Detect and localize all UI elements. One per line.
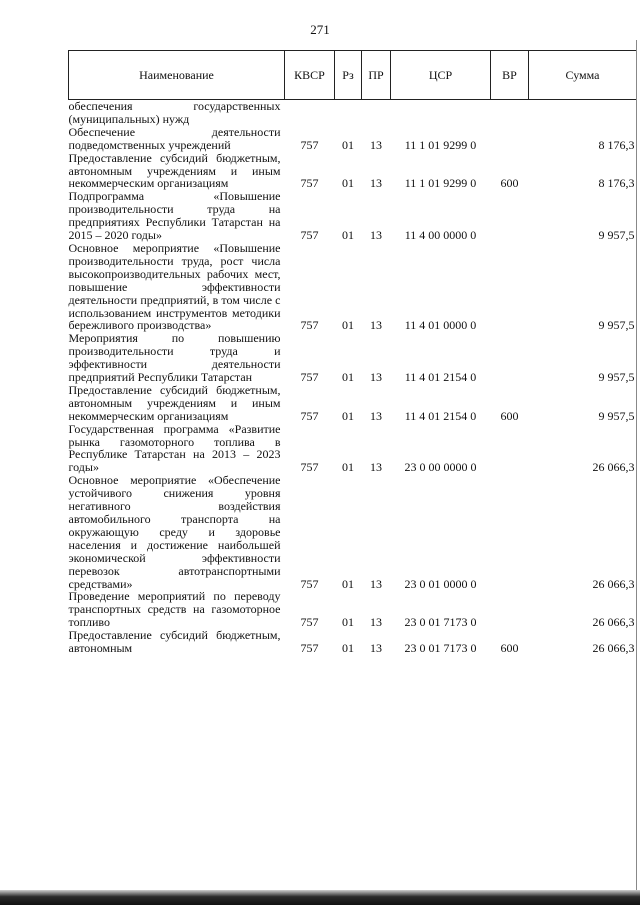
row-vr: 600 [500, 176, 519, 191]
row-vr [491, 474, 529, 590]
row-vr [491, 332, 529, 384]
row-csr [391, 100, 491, 126]
table-row [69, 242, 637, 332]
row-sum: 9 957,5 [598, 408, 635, 423]
row-csr: 11 4 01 2154 0 [404, 408, 477, 423]
scan-bottom-edge [0, 890, 640, 905]
header-rz: Рз [335, 51, 362, 100]
row-name: Проведение мероприятий по переводу транспортных средств на газомоторное топливо [68, 589, 281, 630]
row-vr [491, 242, 529, 332]
row-name: Основное мероприятие «Обеспечение устойчивого снижения уровня негативного воздействия автомобильного транспорта на окружающую среду и здоровье населения и достижение наибольшей экономической эффективности перевозок автотранспортными средствами» [68, 473, 281, 591]
row-name: Основное мероприятие «Повышение производительности труда, рост числа высокопроизводительных рабочих мест, повышение эффективности деятельности предприятий, в том числе с использованием инструментов методики бережливого производства» [68, 240, 281, 333]
row-pr: 13 [370, 641, 382, 656]
row-vr [491, 100, 529, 126]
row-sum: 9 957,5 [598, 370, 635, 385]
header-csr: ЦСР [391, 51, 491, 100]
row-pr: 13 [370, 460, 382, 475]
row-kvsr: 757 [300, 318, 319, 333]
row-csr: 23 0 01 0000 0 [404, 576, 477, 591]
page-number: 271 [310, 22, 330, 37]
row-kvsr [285, 100, 335, 126]
row-name: Мероприятия по повышению производительности труда и эффективности деятельности предприятий Республики Татарстан [68, 331, 281, 385]
header-sum: Сумма [529, 51, 637, 100]
row-csr: 23 0 01 7173 0 [404, 641, 477, 656]
table-row [69, 629, 637, 655]
row-pr: 13 [370, 318, 382, 333]
row-vr [491, 126, 529, 152]
row-pr: 13 [370, 137, 382, 152]
header-vr: ВР [491, 51, 529, 100]
row-rz: 01 [342, 318, 354, 333]
row-rz: 01 [342, 460, 354, 475]
table-row [69, 590, 637, 629]
row-kvsr: 757 [300, 176, 319, 191]
row-csr: 11 4 01 0000 0 [404, 318, 477, 333]
header-kvsr: КВСР [285, 51, 335, 100]
row-sum: 9 957,5 [598, 318, 635, 333]
row-kvsr: 757 [300, 615, 319, 630]
row-csr: 23 0 00 0000 0 [404, 460, 477, 475]
row-sum: 26 066,3 [592, 641, 635, 656]
row-kvsr: 757 [300, 228, 319, 243]
row-rz: 01 [342, 176, 354, 191]
row-sum: 8 176,3 [598, 137, 635, 152]
row-vr [491, 190, 529, 242]
table-row [69, 100, 637, 126]
budget-table [68, 50, 637, 655]
row-kvsr: 757 [300, 641, 319, 656]
table-row [69, 423, 637, 475]
table-row [69, 474, 637, 590]
row-pr: 13 [370, 615, 382, 630]
header-pr: ПР [362, 51, 391, 100]
row-sum: 8 176,3 [598, 176, 635, 191]
row-csr: 23 0 01 7173 0 [404, 615, 477, 630]
row-kvsr: 757 [300, 370, 319, 385]
row-pr: 13 [370, 576, 382, 591]
row-vr [491, 590, 529, 629]
row-csr: 11 1 01 9299 0 [404, 137, 477, 152]
row-pr [362, 100, 391, 126]
row-name: Предоставление субсидий бюджетным, автономным учреждениям и иным некоммерческим организациям [68, 150, 281, 191]
row-kvsr: 757 [300, 576, 319, 591]
table-row [69, 190, 637, 242]
row-rz: 01 [342, 641, 354, 656]
row-name: Государственная программа «Развитие рынка газомоторного топлива в Республике Татарстан на 2013 – 2023 годы» [68, 421, 281, 475]
row-sum [529, 100, 637, 126]
table-row [69, 332, 637, 384]
row-vr [491, 423, 529, 475]
row-pr: 13 [370, 228, 382, 243]
row-csr: 11 4 00 0000 0 [404, 228, 477, 243]
row-name: Подпрограмма «Повышение производительности труда на предприятиях Республики Татарстан на 2015 – 2020 годы» [68, 189, 281, 243]
row-csr: 11 4 01 2154 0 [404, 370, 477, 385]
row-kvsr: 757 [300, 408, 319, 423]
row-rz: 01 [342, 576, 354, 591]
row-rz: 01 [342, 228, 354, 243]
row-vr: 600 [500, 641, 519, 656]
header-name: Наименование [69, 51, 285, 100]
row-rz: 01 [342, 137, 354, 152]
row-pr: 13 [370, 370, 382, 385]
row-name: Обеспечение деятельности подведомственных учреждений [68, 124, 281, 152]
row-rz: 01 [342, 615, 354, 630]
row-name: обеспечения государственных (муниципальных) нужд [68, 99, 281, 126]
scan-edge-line [636, 40, 637, 890]
row-sum: 26 066,3 [592, 576, 635, 591]
row-rz: 01 [342, 370, 354, 385]
row-sum: 26 066,3 [592, 615, 635, 630]
row-csr: 11 1 01 9299 0 [404, 176, 477, 191]
row-sum: 9 957,5 [598, 228, 635, 243]
row-kvsr: 757 [300, 137, 319, 152]
row-name: Предоставление субсидий бюджетным, автономным [68, 628, 281, 656]
table-row [69, 126, 637, 152]
row-sum: 26 066,3 [592, 460, 635, 475]
table-row [69, 152, 637, 191]
row-name: Предоставление субсидий бюджетным, автономным учреждениям и иным некоммерческим организациям [68, 382, 281, 423]
table-body [69, 100, 637, 655]
row-rz [335, 100, 362, 126]
table-row [69, 384, 637, 423]
row-pr: 13 [370, 408, 382, 423]
row-rz: 01 [342, 408, 354, 423]
row-kvsr: 757 [300, 460, 319, 475]
row-vr: 600 [500, 408, 519, 423]
table-header-row [69, 51, 637, 100]
row-pr: 13 [370, 176, 382, 191]
